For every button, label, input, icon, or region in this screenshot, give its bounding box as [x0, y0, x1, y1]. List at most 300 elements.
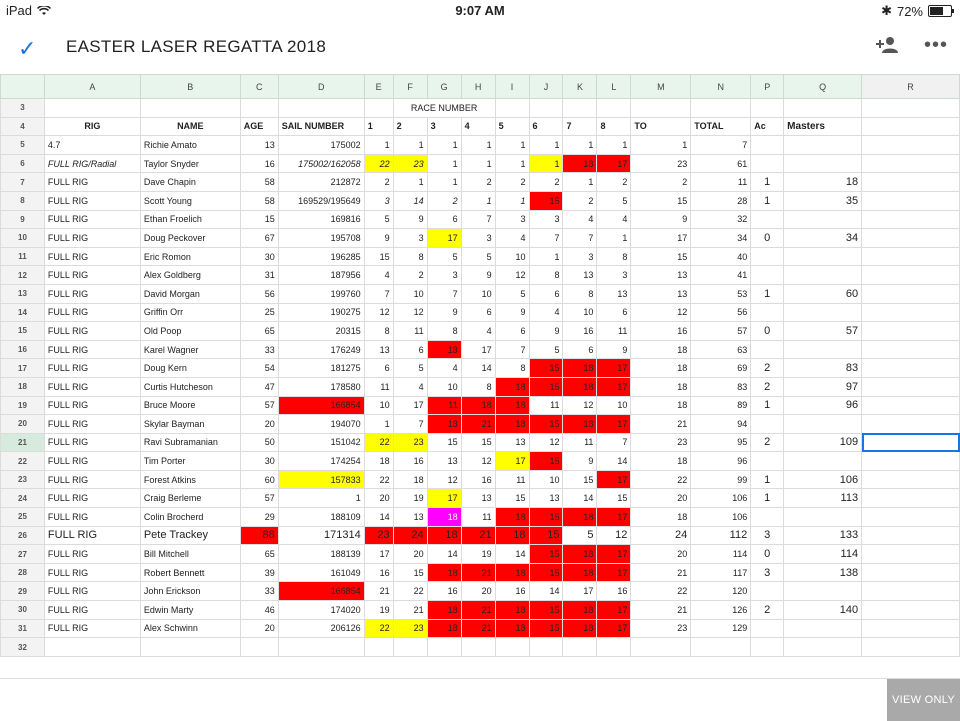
age-cell[interactable]: 29	[240, 508, 278, 527]
race-2-cell[interactable]: 17	[393, 396, 427, 415]
race-3-cell[interactable]: 9	[427, 303, 461, 322]
race-2-cell[interactable]: 7	[393, 415, 427, 434]
name-cell[interactable]: Scott Young	[140, 191, 240, 210]
race-6-cell[interactable]: 11	[529, 396, 563, 415]
total-cell[interactable]: 40	[691, 247, 751, 266]
rig-cell[interactable]: FULL RIG	[44, 508, 140, 527]
header-cell[interactable]: AGE	[240, 117, 278, 136]
race-4-cell[interactable]: 14	[461, 359, 495, 378]
sail-number-cell[interactable]: 187956	[278, 266, 364, 285]
cell[interactable]	[364, 99, 393, 118]
rig-cell[interactable]: FULL RIG	[44, 582, 140, 601]
total-cell[interactable]: 28	[691, 191, 751, 210]
cell[interactable]	[597, 99, 631, 118]
row-header[interactable]: 15	[1, 322, 45, 341]
cell-r[interactable]	[862, 191, 960, 210]
race-7-cell[interactable]: 18	[563, 154, 597, 173]
race-6-cell[interactable]: 13	[529, 489, 563, 508]
race-6-cell[interactable]: 1	[529, 154, 563, 173]
masters-cell[interactable]	[784, 266, 862, 285]
age-cell[interactable]: 56	[240, 284, 278, 303]
race-8-cell[interactable]: 15	[597, 489, 631, 508]
age-cell[interactable]: 30	[240, 247, 278, 266]
row-header[interactable]: 12	[1, 266, 45, 285]
race-2-cell[interactable]: 12	[393, 303, 427, 322]
sail-number-cell[interactable]: 181275	[278, 359, 364, 378]
cell-r[interactable]	[862, 619, 960, 638]
sail-number-cell[interactable]: 20315	[278, 322, 364, 341]
to-cell[interactable]: 20	[631, 489, 691, 508]
race-5-cell[interactable]: 16	[495, 582, 529, 601]
rig-cell[interactable]: FULL RIG	[44, 601, 140, 620]
row-header[interactable]: 18	[1, 377, 45, 396]
race-3-cell[interactable]: 2	[427, 191, 461, 210]
row-header[interactable]: 30	[1, 601, 45, 620]
cell-r[interactable]	[862, 322, 960, 341]
race-7-cell[interactable]: 18	[563, 619, 597, 638]
race-3-cell[interactable]: 16	[427, 582, 461, 601]
to-cell[interactable]: 18	[631, 359, 691, 378]
cell-r[interactable]	[862, 433, 960, 452]
ac-cell[interactable]: 0	[751, 229, 784, 248]
race-4-cell[interactable]: 11	[461, 508, 495, 527]
race-5-cell[interactable]: 6	[495, 322, 529, 341]
race-7-cell[interactable]: 8	[563, 284, 597, 303]
masters-cell[interactable]: 97	[784, 377, 862, 396]
masters-cell[interactable]	[784, 582, 862, 601]
race-8-cell[interactable]: 17	[597, 619, 631, 638]
rig-cell[interactable]: FULL RIG	[44, 266, 140, 285]
race-number-label[interactable]: RACE NUMBER	[393, 99, 495, 118]
race-6-cell[interactable]: 15	[529, 415, 563, 434]
name-cell[interactable]: Alex Schwinn	[140, 619, 240, 638]
race-8-cell[interactable]: 1	[597, 229, 631, 248]
race-4-cell[interactable]: 16	[461, 470, 495, 489]
name-cell[interactable]: Pete Trackey	[140, 526, 240, 545]
spreadsheet-grid[interactable]	[0, 74, 960, 678]
cell[interactable]	[563, 638, 597, 657]
cell-r[interactable]	[862, 415, 960, 434]
race-1-cell[interactable]: 22	[364, 619, 393, 638]
rig-cell[interactable]: FULL RIG	[44, 191, 140, 210]
race-4-cell[interactable]: 21	[461, 526, 495, 545]
rig-cell[interactable]: FULL RIG	[44, 415, 140, 434]
sheet-table[interactable]	[0, 74, 960, 657]
column-header-m[interactable]: M	[631, 75, 691, 99]
header-cell[interactable]: Ac	[751, 117, 784, 136]
masters-cell[interactable]: 35	[784, 191, 862, 210]
to-cell[interactable]: 21	[631, 601, 691, 620]
sail-number-cell[interactable]: 174254	[278, 452, 364, 471]
race-4-cell[interactable]: 21	[461, 601, 495, 620]
total-cell[interactable]: 53	[691, 284, 751, 303]
row-header[interactable]: 22	[1, 452, 45, 471]
race-1-cell[interactable]: 22	[364, 154, 393, 173]
to-cell[interactable]: 18	[631, 396, 691, 415]
race-1-cell[interactable]: 5	[364, 210, 393, 229]
name-cell[interactable]: Taylor Snyder	[140, 154, 240, 173]
rig-cell[interactable]: FULL RIG	[44, 489, 140, 508]
cell[interactable]	[495, 99, 529, 118]
race-2-cell[interactable]: 14	[393, 191, 427, 210]
name-cell[interactable]: John Erickson	[140, 582, 240, 601]
race-5-cell[interactable]: 17	[495, 452, 529, 471]
age-cell[interactable]: 54	[240, 359, 278, 378]
ac-cell[interactable]: 1	[751, 173, 784, 192]
total-cell[interactable]: 89	[691, 396, 751, 415]
cell[interactable]	[597, 638, 631, 657]
cell[interactable]	[240, 638, 278, 657]
select-all-corner[interactable]	[1, 75, 45, 99]
sail-number-cell[interactable]: 157833	[278, 470, 364, 489]
to-cell[interactable]: 20	[631, 545, 691, 564]
race-7-cell[interactable]: 4	[563, 210, 597, 229]
to-cell[interactable]: 2	[631, 173, 691, 192]
row-header[interactable]: 4	[1, 117, 45, 136]
cell[interactable]	[140, 638, 240, 657]
cell[interactable]	[563, 99, 597, 118]
ac-cell[interactable]: 1	[751, 191, 784, 210]
race-6-cell[interactable]: 15	[529, 191, 563, 210]
age-cell[interactable]: 60	[240, 470, 278, 489]
race-8-cell[interactable]: 12	[597, 526, 631, 545]
age-cell[interactable]: 33	[240, 582, 278, 601]
masters-cell[interactable]: 106	[784, 470, 862, 489]
race-3-cell[interactable]: 18	[427, 508, 461, 527]
cell[interactable]	[784, 99, 862, 118]
to-cell[interactable]: 13	[631, 266, 691, 285]
race-8-cell[interactable]: 11	[597, 322, 631, 341]
to-cell[interactable]: 21	[631, 563, 691, 582]
cell[interactable]	[140, 99, 240, 118]
cell-r[interactable]	[862, 210, 960, 229]
cell[interactable]	[427, 638, 461, 657]
column-header-q[interactable]: Q	[784, 75, 862, 99]
to-cell[interactable]: 9	[631, 210, 691, 229]
race-4-cell[interactable]: 10	[461, 284, 495, 303]
race-3-cell[interactable]: 13	[427, 452, 461, 471]
to-cell[interactable]: 16	[631, 322, 691, 341]
race-1-cell[interactable]: 1	[364, 136, 393, 155]
age-cell[interactable]: 31	[240, 266, 278, 285]
cell-r[interactable]	[862, 136, 960, 155]
header-cell[interactable]: TOTAL	[691, 117, 751, 136]
rig-cell[interactable]: FULL RIG	[44, 526, 140, 545]
rig-cell[interactable]: FULL RIG	[44, 377, 140, 396]
cell-r[interactable]	[862, 173, 960, 192]
race-7-cell[interactable]: 7	[563, 229, 597, 248]
race-2-cell[interactable]: 4	[393, 377, 427, 396]
race-8-cell[interactable]: 6	[597, 303, 631, 322]
to-cell[interactable]: 18	[631, 340, 691, 359]
masters-cell[interactable]	[784, 154, 862, 173]
masters-cell[interactable]	[784, 210, 862, 229]
sail-number-cell[interactable]: 206126	[278, 619, 364, 638]
race-5-cell[interactable]: 9	[495, 303, 529, 322]
race-3-cell[interactable]: 18	[427, 619, 461, 638]
more-icon[interactable]: •••	[924, 34, 949, 56]
name-cell[interactable]: Edwin Marty	[140, 601, 240, 620]
race-8-cell[interactable]: 14	[597, 452, 631, 471]
ac-cell[interactable]: 1	[751, 396, 784, 415]
sail-number-cell[interactable]: 190275	[278, 303, 364, 322]
cell[interactable]	[862, 99, 960, 118]
ac-cell[interactable]	[751, 154, 784, 173]
name-cell[interactable]: Old Poop	[140, 322, 240, 341]
race-1-cell[interactable]: 22	[364, 433, 393, 452]
race-2-cell[interactable]: 20	[393, 545, 427, 564]
total-cell[interactable]: 83	[691, 377, 751, 396]
name-cell[interactable]: Alex Goldberg	[140, 266, 240, 285]
race-6-cell[interactable]: 5	[529, 340, 563, 359]
column-header-d[interactable]: D	[278, 75, 364, 99]
header-cell[interactable]: 2	[393, 117, 427, 136]
race-5-cell[interactable]: 2	[495, 173, 529, 192]
race-7-cell[interactable]: 17	[563, 582, 597, 601]
age-cell[interactable]: 65	[240, 545, 278, 564]
race-2-cell[interactable]: 19	[393, 489, 427, 508]
race-2-cell[interactable]: 10	[393, 284, 427, 303]
race-2-cell[interactable]: 23	[393, 619, 427, 638]
masters-cell[interactable]: 18	[784, 173, 862, 192]
rig-cell[interactable]: FULL RIG	[44, 396, 140, 415]
race-7-cell[interactable]: 10	[563, 303, 597, 322]
ac-cell[interactable]: 2	[751, 433, 784, 452]
rig-cell[interactable]: FULL RIG	[44, 563, 140, 582]
race-4-cell[interactable]: 3	[461, 229, 495, 248]
masters-cell[interactable]: 133	[784, 526, 862, 545]
race-6-cell[interactable]: 10	[529, 470, 563, 489]
sail-number-cell[interactable]: 166854	[278, 396, 364, 415]
race-6-cell[interactable]: 3	[529, 210, 563, 229]
age-cell[interactable]: 67	[240, 229, 278, 248]
age-cell[interactable]: 50	[240, 433, 278, 452]
cell-r[interactable]	[862, 545, 960, 564]
total-cell[interactable]: 11	[691, 173, 751, 192]
masters-cell[interactable]: 114	[784, 545, 862, 564]
cell[interactable]	[364, 638, 393, 657]
race-2-cell[interactable]: 21	[393, 601, 427, 620]
race-2-cell[interactable]: 16	[393, 452, 427, 471]
total-cell[interactable]: 32	[691, 210, 751, 229]
race-2-cell[interactable]: 18	[393, 470, 427, 489]
rig-cell[interactable]: FULL RIG	[44, 247, 140, 266]
header-cell[interactable]: 7	[563, 117, 597, 136]
race-8-cell[interactable]: 9	[597, 340, 631, 359]
race-3-cell[interactable]: 10	[427, 377, 461, 396]
rig-cell[interactable]: 4.7	[44, 136, 140, 155]
sail-number-cell[interactable]: 194070	[278, 415, 364, 434]
race-3-cell[interactable]: 17	[427, 229, 461, 248]
sail-number-cell[interactable]: 1	[278, 489, 364, 508]
cell-r[interactable]	[862, 303, 960, 322]
row-header[interactable]: 23	[1, 470, 45, 489]
header-cell[interactable]: 3	[427, 117, 461, 136]
race-1-cell[interactable]: 2	[364, 173, 393, 192]
sail-number-cell[interactable]: 199760	[278, 284, 364, 303]
race-7-cell[interactable]: 5	[563, 526, 597, 545]
race-1-cell[interactable]: 23	[364, 526, 393, 545]
ac-cell[interactable]: 0	[751, 322, 784, 341]
race-1-cell[interactable]: 14	[364, 508, 393, 527]
race-6-cell[interactable]: 8	[529, 266, 563, 285]
race-3-cell[interactable]: 1	[427, 173, 461, 192]
header-cell[interactable]: 6	[529, 117, 563, 136]
ac-cell[interactable]	[751, 340, 784, 359]
race-5-cell[interactable]: 15	[495, 489, 529, 508]
row-header[interactable]: 29	[1, 582, 45, 601]
race-7-cell[interactable]: 12	[563, 396, 597, 415]
cell[interactable]	[751, 99, 784, 118]
column-header-a[interactable]: A	[44, 75, 140, 99]
race-8-cell[interactable]: 7	[597, 433, 631, 452]
total-cell[interactable]: 99	[691, 470, 751, 489]
to-cell[interactable]: 1	[631, 136, 691, 155]
cell-r[interactable]	[862, 582, 960, 601]
race-2-cell[interactable]: 11	[393, 322, 427, 341]
cell[interactable]	[44, 638, 140, 657]
header-cell[interactable]: SAIL NUMBER	[278, 117, 364, 136]
race-3-cell[interactable]: 4	[427, 359, 461, 378]
race-5-cell[interactable]: 4	[495, 229, 529, 248]
ac-cell[interactable]	[751, 247, 784, 266]
column-header-h[interactable]: H	[461, 75, 495, 99]
race-8-cell[interactable]: 17	[597, 563, 631, 582]
to-cell[interactable]: 15	[631, 247, 691, 266]
sail-number-cell[interactable]: 195708	[278, 229, 364, 248]
cell-r[interactable]	[862, 266, 960, 285]
race-7-cell[interactable]: 2	[563, 191, 597, 210]
masters-cell[interactable]	[784, 508, 862, 527]
cell-r[interactable]	[862, 377, 960, 396]
name-cell[interactable]: Bill Mitchell	[140, 545, 240, 564]
rig-cell[interactable]: FULL RIG	[44, 284, 140, 303]
race-2-cell[interactable]: 5	[393, 359, 427, 378]
race-6-cell[interactable]: 14	[529, 582, 563, 601]
race-3-cell[interactable]: 15	[427, 433, 461, 452]
to-cell[interactable]: 23	[631, 154, 691, 173]
header-cell[interactable]: 1	[364, 117, 393, 136]
race-4-cell[interactable]: 1	[461, 191, 495, 210]
sail-number-cell[interactable]: 176249	[278, 340, 364, 359]
race-7-cell[interactable]: 18	[563, 415, 597, 434]
total-cell[interactable]: 57	[691, 322, 751, 341]
name-cell[interactable]: Robert Bennett	[140, 563, 240, 582]
race-8-cell[interactable]: 3	[597, 266, 631, 285]
name-cell[interactable]: David Morgan	[140, 284, 240, 303]
race-7-cell[interactable]: 18	[563, 563, 597, 582]
race-6-cell[interactable]: 15	[529, 359, 563, 378]
ac-cell[interactable]: 1	[751, 284, 784, 303]
age-cell[interactable]: 20	[240, 415, 278, 434]
sail-number-cell[interactable]: 169816	[278, 210, 364, 229]
cell-r[interactable]	[862, 489, 960, 508]
masters-cell[interactable]	[784, 303, 862, 322]
race-4-cell[interactable]: 21	[461, 415, 495, 434]
masters-cell[interactable]	[784, 619, 862, 638]
total-cell[interactable]: 63	[691, 340, 751, 359]
rig-cell[interactable]: FULL RIG	[44, 322, 140, 341]
ac-cell[interactable]	[751, 210, 784, 229]
race-1-cell[interactable]: 12	[364, 303, 393, 322]
rig-cell[interactable]: FULL RIG	[44, 433, 140, 452]
row-header[interactable]: 25	[1, 508, 45, 527]
race-3-cell[interactable]: 14	[427, 545, 461, 564]
age-cell[interactable]: 65	[240, 322, 278, 341]
name-cell[interactable]: Doug Kern	[140, 359, 240, 378]
race-5-cell[interactable]: 8	[495, 359, 529, 378]
cell[interactable]	[751, 638, 784, 657]
race-6-cell[interactable]: 15	[529, 563, 563, 582]
race-6-cell[interactable]: 15	[529, 601, 563, 620]
masters-cell[interactable]: 83	[784, 359, 862, 378]
column-header-i[interactable]: I	[495, 75, 529, 99]
column-header-f[interactable]: F	[393, 75, 427, 99]
sail-number-cell[interactable]: 151042	[278, 433, 364, 452]
total-cell[interactable]: 96	[691, 452, 751, 471]
race-7-cell[interactable]: 18	[563, 545, 597, 564]
name-cell[interactable]: Doug Peckover	[140, 229, 240, 248]
race-4-cell[interactable]: 13	[461, 489, 495, 508]
race-3-cell[interactable]: 12	[427, 470, 461, 489]
total-cell[interactable]: 126	[691, 601, 751, 620]
row-header[interactable]: 14	[1, 303, 45, 322]
race-5-cell[interactable]: 14	[495, 545, 529, 564]
cell[interactable]	[784, 638, 862, 657]
race-7-cell[interactable]: 18	[563, 601, 597, 620]
row-header[interactable]: 31	[1, 619, 45, 638]
race-1-cell[interactable]: 13	[364, 340, 393, 359]
race-7-cell[interactable]: 16	[563, 322, 597, 341]
total-cell[interactable]: 120	[691, 582, 751, 601]
race-4-cell[interactable]: 1	[461, 136, 495, 155]
row-header[interactable]: 8	[1, 191, 45, 210]
masters-cell[interactable]	[784, 415, 862, 434]
race-5-cell[interactable]: 18	[495, 508, 529, 527]
race-5-cell[interactable]: 18	[495, 396, 529, 415]
ac-cell[interactable]: 1	[751, 489, 784, 508]
header-cell[interactable]: 4	[461, 117, 495, 136]
race-6-cell[interactable]: 15	[529, 526, 563, 545]
race-6-cell[interactable]: 12	[529, 433, 563, 452]
cell-r[interactable]	[862, 229, 960, 248]
row-header[interactable]: 13	[1, 284, 45, 303]
race-3-cell[interactable]: 18	[427, 563, 461, 582]
masters-cell[interactable]: 140	[784, 601, 862, 620]
name-cell[interactable]: Tim Porter	[140, 452, 240, 471]
race-2-cell[interactable]: 8	[393, 247, 427, 266]
name-cell[interactable]: Griffin Orr	[140, 303, 240, 322]
masters-cell[interactable]: 138	[784, 563, 862, 582]
masters-cell[interactable]: 113	[784, 489, 862, 508]
race-5-cell[interactable]: 1	[495, 136, 529, 155]
race-6-cell[interactable]: 2	[529, 173, 563, 192]
name-cell[interactable]: Skylar Bayman	[140, 415, 240, 434]
column-header-g[interactable]: G	[427, 75, 461, 99]
header-cell[interactable]: TO	[631, 117, 691, 136]
column-header-b[interactable]: B	[140, 75, 240, 99]
race-2-cell[interactable]: 23	[393, 433, 427, 452]
sail-number-cell[interactable]: 174020	[278, 601, 364, 620]
race-4-cell[interactable]: 20	[461, 582, 495, 601]
race-1-cell[interactable]: 22	[364, 470, 393, 489]
race-2-cell[interactable]: 1	[393, 173, 427, 192]
name-cell[interactable]: Ravi Subramanian	[140, 433, 240, 452]
cell[interactable]	[862, 638, 960, 657]
total-cell[interactable]: 117	[691, 563, 751, 582]
race-6-cell[interactable]: 15	[529, 619, 563, 638]
race-8-cell[interactable]: 17	[597, 154, 631, 173]
